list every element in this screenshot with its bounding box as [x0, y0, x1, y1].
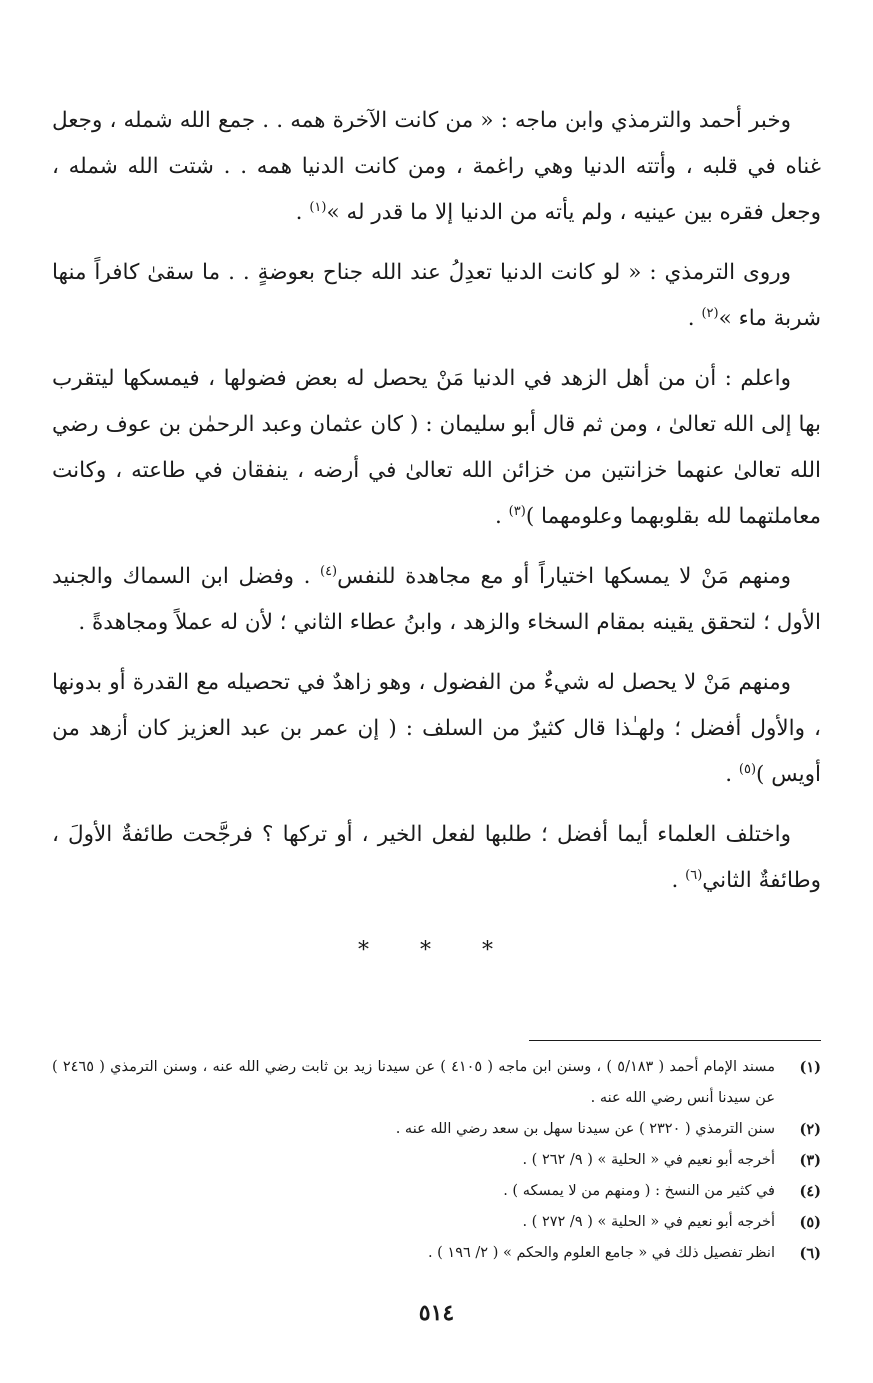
footnote-number: (٣) — [799, 1152, 821, 1169]
paragraph — [52, 98, 821, 236]
footnote-number: (٢) — [799, 1121, 821, 1138]
paragraph-tail: . — [295, 200, 310, 225]
footnote-item — [52, 1207, 821, 1238]
footnote-number: (١) — [799, 1059, 821, 1076]
footnote-number: (٦) — [799, 1245, 821, 1262]
footnote-number: (٥) — [799, 1214, 821, 1231]
footnote-marker: (٥) — [738, 761, 757, 777]
paragraph-tail: . — [671, 868, 686, 893]
main-text-body — [52, 98, 821, 918]
footnote-text: في كثير من النسخ : ( ومنهم من لا يمسكه ) . — [503, 1183, 775, 1199]
footnote-marker: (٣) — [508, 503, 526, 519]
footnote-marker: (٦) — [685, 867, 703, 883]
paragraph — [52, 660, 821, 798]
footnote-text: سنن الترمذي ( ٢٣٢٠ ) عن سيدنا سهل بن سعد رضي الله عنه . — [395, 1121, 775, 1137]
footnote-number: (٤) — [799, 1183, 821, 1200]
footnotes-section — [52, 1052, 821, 1269]
paragraph-tail: . — [725, 762, 739, 787]
paragraph — [52, 250, 821, 342]
footnote-item — [52, 1114, 821, 1145]
footnote-item — [52, 1176, 821, 1207]
paragraph — [52, 554, 821, 646]
footnote-marker: (١) — [309, 199, 327, 215]
paragraph — [52, 812, 821, 904]
footnote-item — [52, 1238, 821, 1269]
footnote-text: أخرجه أبو نعيم في « الحلية » ( ٩/ ٢٦٢ ) . — [522, 1152, 775, 1168]
paragraph-tail: . — [495, 504, 509, 529]
section-separator: * * * — [358, 938, 515, 963]
paragraph-tail: . — [687, 306, 702, 331]
footnote-divider — [529, 1040, 821, 1041]
paragraph-text: ومنهم مَنْ لا يحصل له شيءٌ من الفضول ، وهو زاهدٌ في تحصيله مع القدرة أو بدونها ، والأول أفضل ؛ ولهـٰذا قال كثيرٌ من السلف : ( إن عمر بن عبد العزيز كان أزهد من أويس ) — [52, 670, 821, 787]
footnote-text: انظر تفصيل ذلك في « جامع العلوم والحكم » ( ٢/ ١٩٦ ) . — [427, 1245, 775, 1261]
page-number: ٥١٤ — [418, 1300, 455, 1326]
paragraph-text: وخبر أحمد والترمذي وابن ماجه : « من كانت الآخرة همه . . جمع الله شمله ، وجعل غناه في قلبه ، وأتته الدنيا وهي راغمة ، ومن كانت الدنيا همه . . شتت الله شمله ، وجعل فقره بين عينيه ، ولم يأته من الدنيا إلا ما قدر له » — [52, 108, 821, 225]
footnote-item — [52, 1052, 821, 1114]
footnote-marker: (٢) — [701, 305, 719, 321]
footnote-text: أخرجه أبو نعيم في « الحلية » ( ٩/ ٢٧٢ ) . — [522, 1214, 775, 1230]
paragraph-text: واعلم : أن من أهل الزهد في الدنيا مَنْ يحصل له بعض فضولها ، فيمسكها ليتقرب بها إلى الله تعالىٰ ، ومن ثم قال أبو سليمان : ( كان عثمان وعبد الرحمٰن بن عوف رضي الله تعالىٰ عنهما خزانتين من خزائن الله تعالىٰ في أرضه ، ينفقان في طاعته ، وكانت معاملتهما لله بقلوبهما وعلومهما ) — [52, 366, 821, 529]
footnote-text: مسند الإمام أحمد ( ٥/١٨٣ ) ، وسنن ابن ماجه ( ٤١٠٥ ) عن سيدنا زيد بن ثابت رضي الله عنه ، وسنن الترمذي ( ٢٤٦٥ ) عن سيدنا أنس رضي الله عنه . — [52, 1059, 775, 1106]
paragraph-text: وروى الترمذي : « لو كانت الدنيا تعدِلُ عند الله جناح بعوضةٍ . . ما سقىٰ كافراً منها شربة ماء » — [52, 260, 821, 331]
footnote-item — [52, 1145, 821, 1176]
paragraph — [52, 356, 821, 540]
footnote-marker: (٤) — [319, 563, 338, 579]
paragraph-tail: . وفضل ابن السماك والجنيد الأول ؛ لتحقق يقينه بمقام السخاء والزهد ، وابنُ عطاء الثاني ؛ لأن له عملاً ومجاهدةً . — [52, 564, 821, 635]
paragraph-text: واختلف العلماء أيما أفضل ؛ طلبها لفعل الخير ، أو تركها ؟ فرجَّحت طائفةٌ الأولَ ، وطائفةٌ الثاني — [52, 822, 821, 893]
paragraph-text: ومنهم مَنْ لا يمسكها اختياراً أو مع مجاهدة للنفس — [337, 564, 791, 589]
